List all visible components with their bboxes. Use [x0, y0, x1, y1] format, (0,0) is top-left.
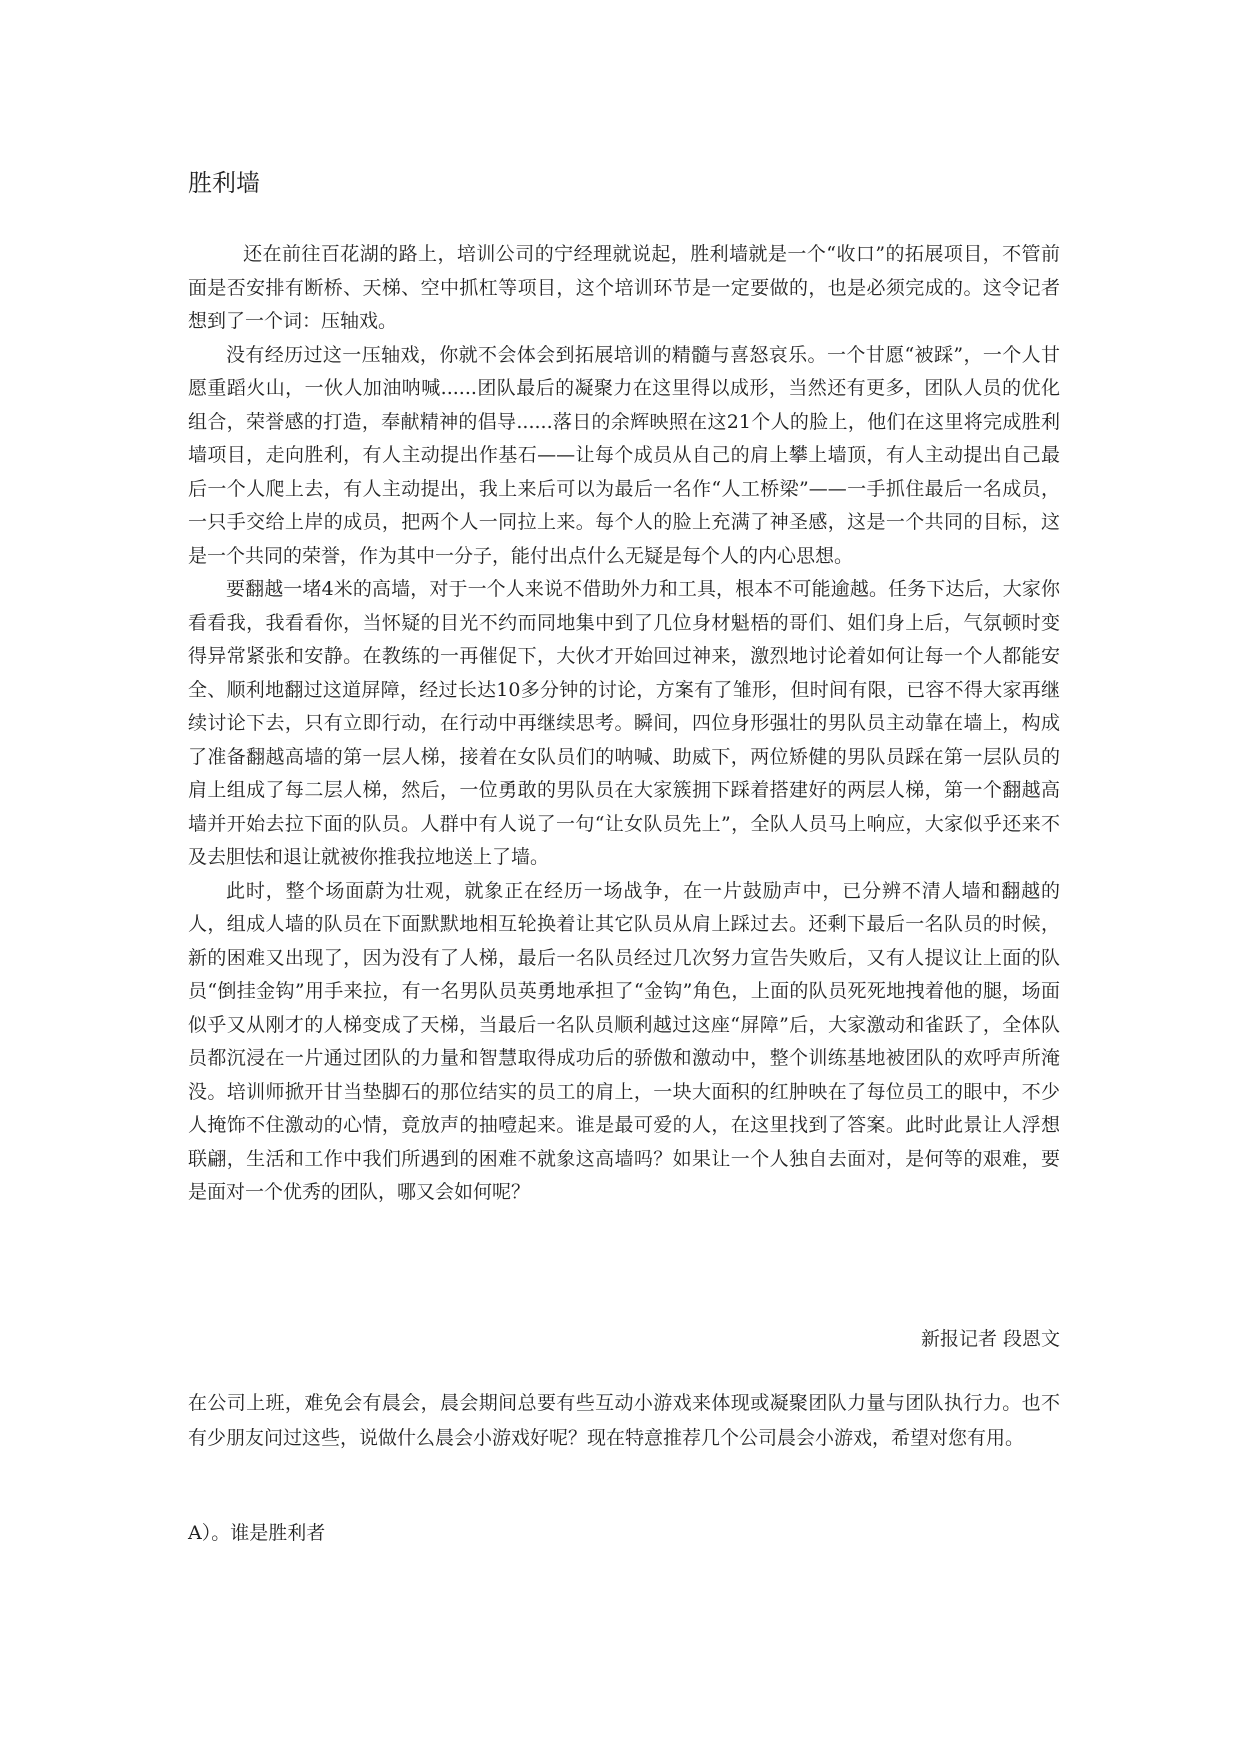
article-paragraph-3: 要翻越一堵4米的高墙，对于一个人来说不借助外力和工具，根本不可能逾越。任务下达后，大家你看看我，我看看你，当怀疑的目光不约而同地集中到了几位身材魁梧的哥们、姐们身上后，气氛顿时变得异常紧张和安静。在教练的一再催促下，大伙才开始回过神来，激烈地讨论着如何让每一个人都能安全、顺利地翻过这道屏障，经过长达10多分钟的讨论，方案有了雏形，但时间有限，已容不得大家再继续讨论下去，只有立即行动，在行动中再继续思考。瞬间，四位身形强壮的男队员主动靠在墙上，构成了准备翻越高墙的第一层人梯，接着在女队员们的呐喊、助威下，两位矫健的男队员踩在第一层队员的肩上组成了每二层人梯，然后，一位勇敢的男队员在大家簇拥下踩着搭建好的两层人梯，第一个翻越高墙并开始去拉下面的队员。人群中有人说了一句“让女队员先上”，全队人员马上响应，大家似乎还来不及去胆怯和退让就被你推我拉地送上了墙。: [188, 578, 1060, 868]
article-byline: 新报记者 段恩文: [920, 1328, 1060, 1350]
article-body: [188, 238, 1060, 1210]
intro-paragraph: 在公司上班，难免会有晨会，晨会期间总要有些互动小游戏来体现或凝聚团队力量与团队执行力。也不有少朋友问过这些，说做什么晨会小游戏好呢？现在特意推荐几个公司晨会小游戏，希望对您有用。: [188, 1392, 1060, 1449]
article-paragraph-4: 此时，整个场面蔚为壮观，就象正在经历一场战争，在一片鼓励声中，已分辨不清人墙和翻越的人，组成人墙的队员在下面默默地相互轮换着让其它队员从肩上踩过去。还剩下最后一名队员的时候，新的困难又出现了，因为没有了人梯，最后一名队员经过几次努力宣告失败后，又有人提议让上面的队员“倒挂金钩”用手来拉，有一名男队员英勇地承担了“金钩”角色，上面的队员死死地拽着他的腿，场面似乎又从刚才的人梯变成了天梯，当最后一名队员顺利越过这座“屏障”后，大家激动和雀跃了，全体队员都沉浸在一片通过团队的力量和智慧取得成功后的骄傲和激动中，整个训练基地被团队的欢呼声所淹没。培训师掀开甘当垫脚石的那位结实的员工的肩上，一块大面积的红肿映在了每位员工的眼中，不少人掩饰不住激动的心情，竟放声的抽噎起来。谁是最可爱的人，在这里找到了答案。此时此景让人浮想联翩，生活和工作中我们所遇到的困难不就象这高墙吗？如果让一个人独自去面对，是何等的艰难，要是面对一个优秀的团队，哪又会如何呢？: [188, 879, 1060, 1203]
section-heading: A）。谁是胜利者: [188, 1522, 326, 1544]
article-paragraph-1: 还在前往百花湖的路上，培训公司的宁经理就说起，胜利墙就是一个“收口”的拓展项目，不管前面是否安排有断桥、天梯、空中抓杠等项目，这个培训环节是一定要做的，也是必须完成的。这令记者想到了一个词：压轴戏。: [188, 243, 1060, 332]
article-title: 胜利墙: [188, 169, 260, 197]
article-paragraph-2: 没有经历过这一压轴戏，你就不会体会到拓展培训的精髓与喜怒哀乐。一个甘愿“被踩”，一个人甘愿重蹈火山，一伙人加油呐喊......团队最后的凝聚力在这里得以成形，当然还有更多，团队人员的优化组合，荣誉感的打造，奉献精神的倡导......落日的余辉映照在这21个人的脸上，他们在这里将完成胜利墙项目，走向胜利，有人主动提出作基石——让每个成员从自己的肩上攀上墙顶，有人主动提出自己最后一个人爬上去，有人主动提出，我上来后可以为最后一名作“人工桥梁”——一手抓住最后一名成员，一只手交给上岸的成员，把两个人一同拉上来。每个人的脸上充满了神圣感，这是一个共同的目标，这是一个共同的荣誉，作为其中一分子，能付出点什么无疑是每个人的内心思想。: [188, 343, 1060, 567]
